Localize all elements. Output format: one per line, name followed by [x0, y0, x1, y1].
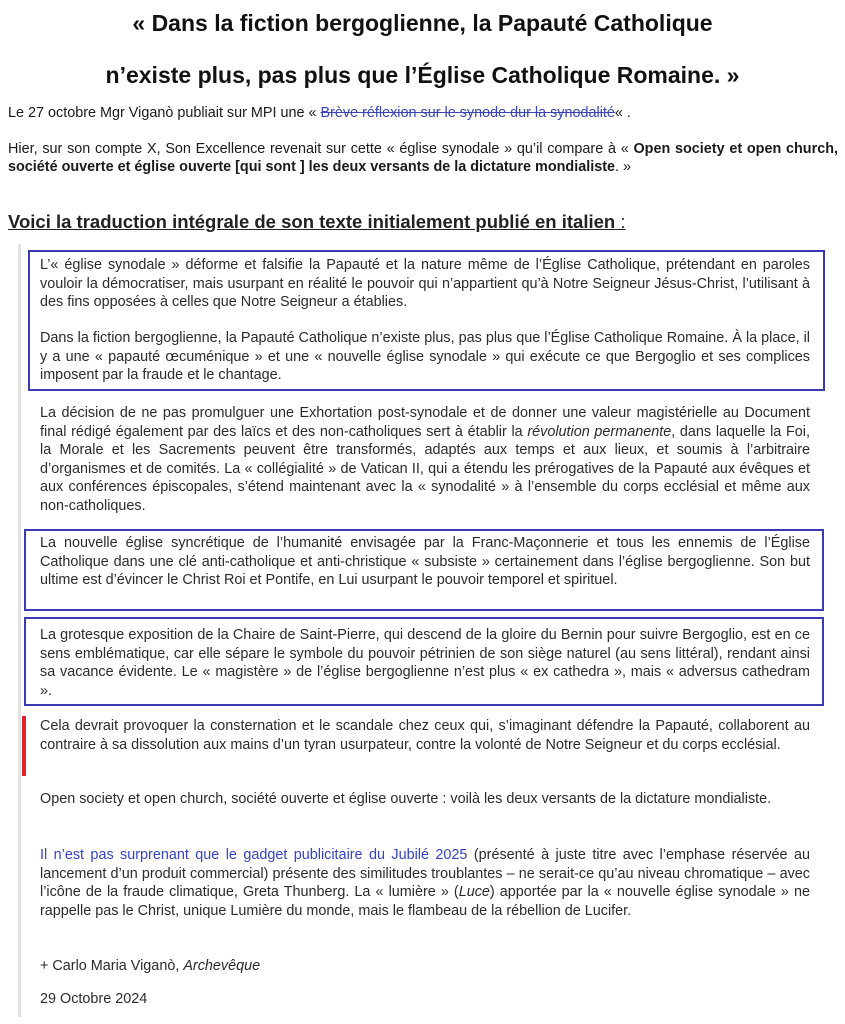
- quote-paragraph-3: [40, 404, 810, 516]
- mpi-article-link[interactable]: Brève réflexion sur le synode dur la synodalité: [320, 105, 615, 121]
- quote-paragraph-5: La grotesque exposition de la Chaire de Saint-Pierre, qui descend de la gloire du Bernin pour suivre Bergoglio, est en ce sens emblématique, car elle sépare le symbole du pouvoir pétrinien de son siège naturel (au sens littéral), rendant ainsi sa vacance évidente. Le « magistère » de l’église bergoglienne n’est plus « ex cathedra », mais « adversus cathedram ».: [40, 627, 810, 699]
- article-title-line-1: « Dans la fiction bergoglienne, la Papauté Catholique: [132, 10, 713, 36]
- intro-2-bold-quote: Open society et open church, société ouverte et église ouverte [qui sont ] les deux versants de la dictature mondialiste: [8, 141, 838, 175]
- signature: [40, 957, 810, 976]
- jubilee-gadget-link[interactable]: Il n’est pas surprenant que le gadget publicitaire du Jubilé 2025: [40, 847, 468, 863]
- quote-3-emphasis: révolution permanente: [527, 423, 672, 440]
- intro-paragraph-1: [8, 104, 838, 122]
- intro-1-suffix: « .: [614, 105, 631, 121]
- intro-paragraph-2: [8, 140, 838, 176]
- quote-8-part-b: ) apportée par la « nouvelle église synodale » ne rappelle pas le Christ, unique Lumière du monde, mais le flambeau de la rébellion de Lucifer.: [40, 884, 810, 919]
- quote-8-emphasis: Luce: [458, 884, 490, 901]
- signature-name: + Carlo Maria Viganò,: [40, 958, 184, 974]
- intro-2-prefix: Hier, sur son compte X, Son Excellence revenait sur cette « église synodale » qu’il compare à «: [8, 141, 634, 157]
- quote-paragraph-6: Cela devrait provoquer la consternation et le scandale chez ceux qui, s’imaginant défendre la Papauté, collaborent au contraire à sa dissolution aux mains d’un tyran usurpateur, contre la volonté de Notre Seigneur et du corps ecclésial.: [40, 718, 810, 753]
- quote-paragraph-7: Open society et open church, société ouverte et église ouverte : voilà les deux versants de la dictature mondialiste.: [40, 791, 772, 807]
- section-heading: [8, 211, 625, 233]
- article-title-line-2: n’existe plus, pas plus que l’Église Catholique Romaine. »: [105, 62, 740, 88]
- red-highlight-bar: [22, 716, 26, 776]
- quote-paragraph-8: [40, 846, 810, 920]
- quote-paragraph-4: La nouvelle église syncrétique de l’humanité envisagée par la Franc-Maçonnerie et tous les ennemis de l’Église Catholique dans une clé anti-catholique et anti-christique « subsiste » certainement dans l’église bergoglienne. Son but ultime est d’évincer le Christ Roi et Pontife, en Lui usurpant le pouvoir temporel et spirituel.: [40, 535, 810, 589]
- signature-title: Archevêque: [183, 958, 261, 974]
- blockquote-border: [18, 244, 21, 1017]
- quote-3-part-a: La décision de ne pas promulguer une Exhortation post-synodale et de donner une valeur magistérielle au Document final rédigé également par des laïcs et des non-catholiques sert à établir la: [40, 405, 810, 440]
- quote-paragraph-2: Dans la fiction bergoglienne, la Papauté Catholique n’existe plus, pas plus que l’Église Catholique Romaine. À la place, il y a une « papauté œcuménique » et une « nouvelle église synodale » qui exécute ce que Bergoglio et ses complices imposent par la fraude et le chantage.: [40, 330, 810, 384]
- section-heading-text: Voici la traduction intégrale de son texte initialement publié en italien: [8, 211, 616, 232]
- publication-date: 29 Octobre 2024: [40, 991, 148, 1007]
- intro-2-suffix: . »: [615, 159, 631, 175]
- section-heading-colon: :: [615, 211, 626, 232]
- quote-8-part-a: (présenté à juste titre avec l’emphase réservée au lancement d’un produit commercial) présente des similitudes troublantes – ne serait-ce qu’au niveau chromatique – avec l’icône de la fraude climatique, Greta Thunberg. La « lumière » (: [40, 847, 810, 901]
- intro-1-prefix: Le 27 octobre Mgr Viganò publiait sur MPI une «: [8, 105, 321, 121]
- quote-3-part-b: , dans laquelle la Foi, la Morale et les Sacrements peuvent être transformés, adaptés aux temps et aux lieux, et soumis à l’arbitraire d’organismes et de comités. La « collégialité » de Vatican II, qui a étendu les prérogatives de la Papauté aux évêques et aux conférences épiscopales, s’étend maintenant avec la « synodalité » à l’ensemble du corps ecclésial et même aux non-catholiques.: [40, 423, 810, 514]
- quote-paragraph-1: L’« église synodale » déforme et falsifie la Papauté et la nature même de l’Église Catholique, prétendant en paroles vouloir la démocratiser, mais usurpant en réalité le pouvoir qui n’appartient qu’à Notre Seigneur Jésus-Christ, l’utilisant à des fins opposées à celles que Notre Seigneur a établies.: [40, 257, 810, 311]
